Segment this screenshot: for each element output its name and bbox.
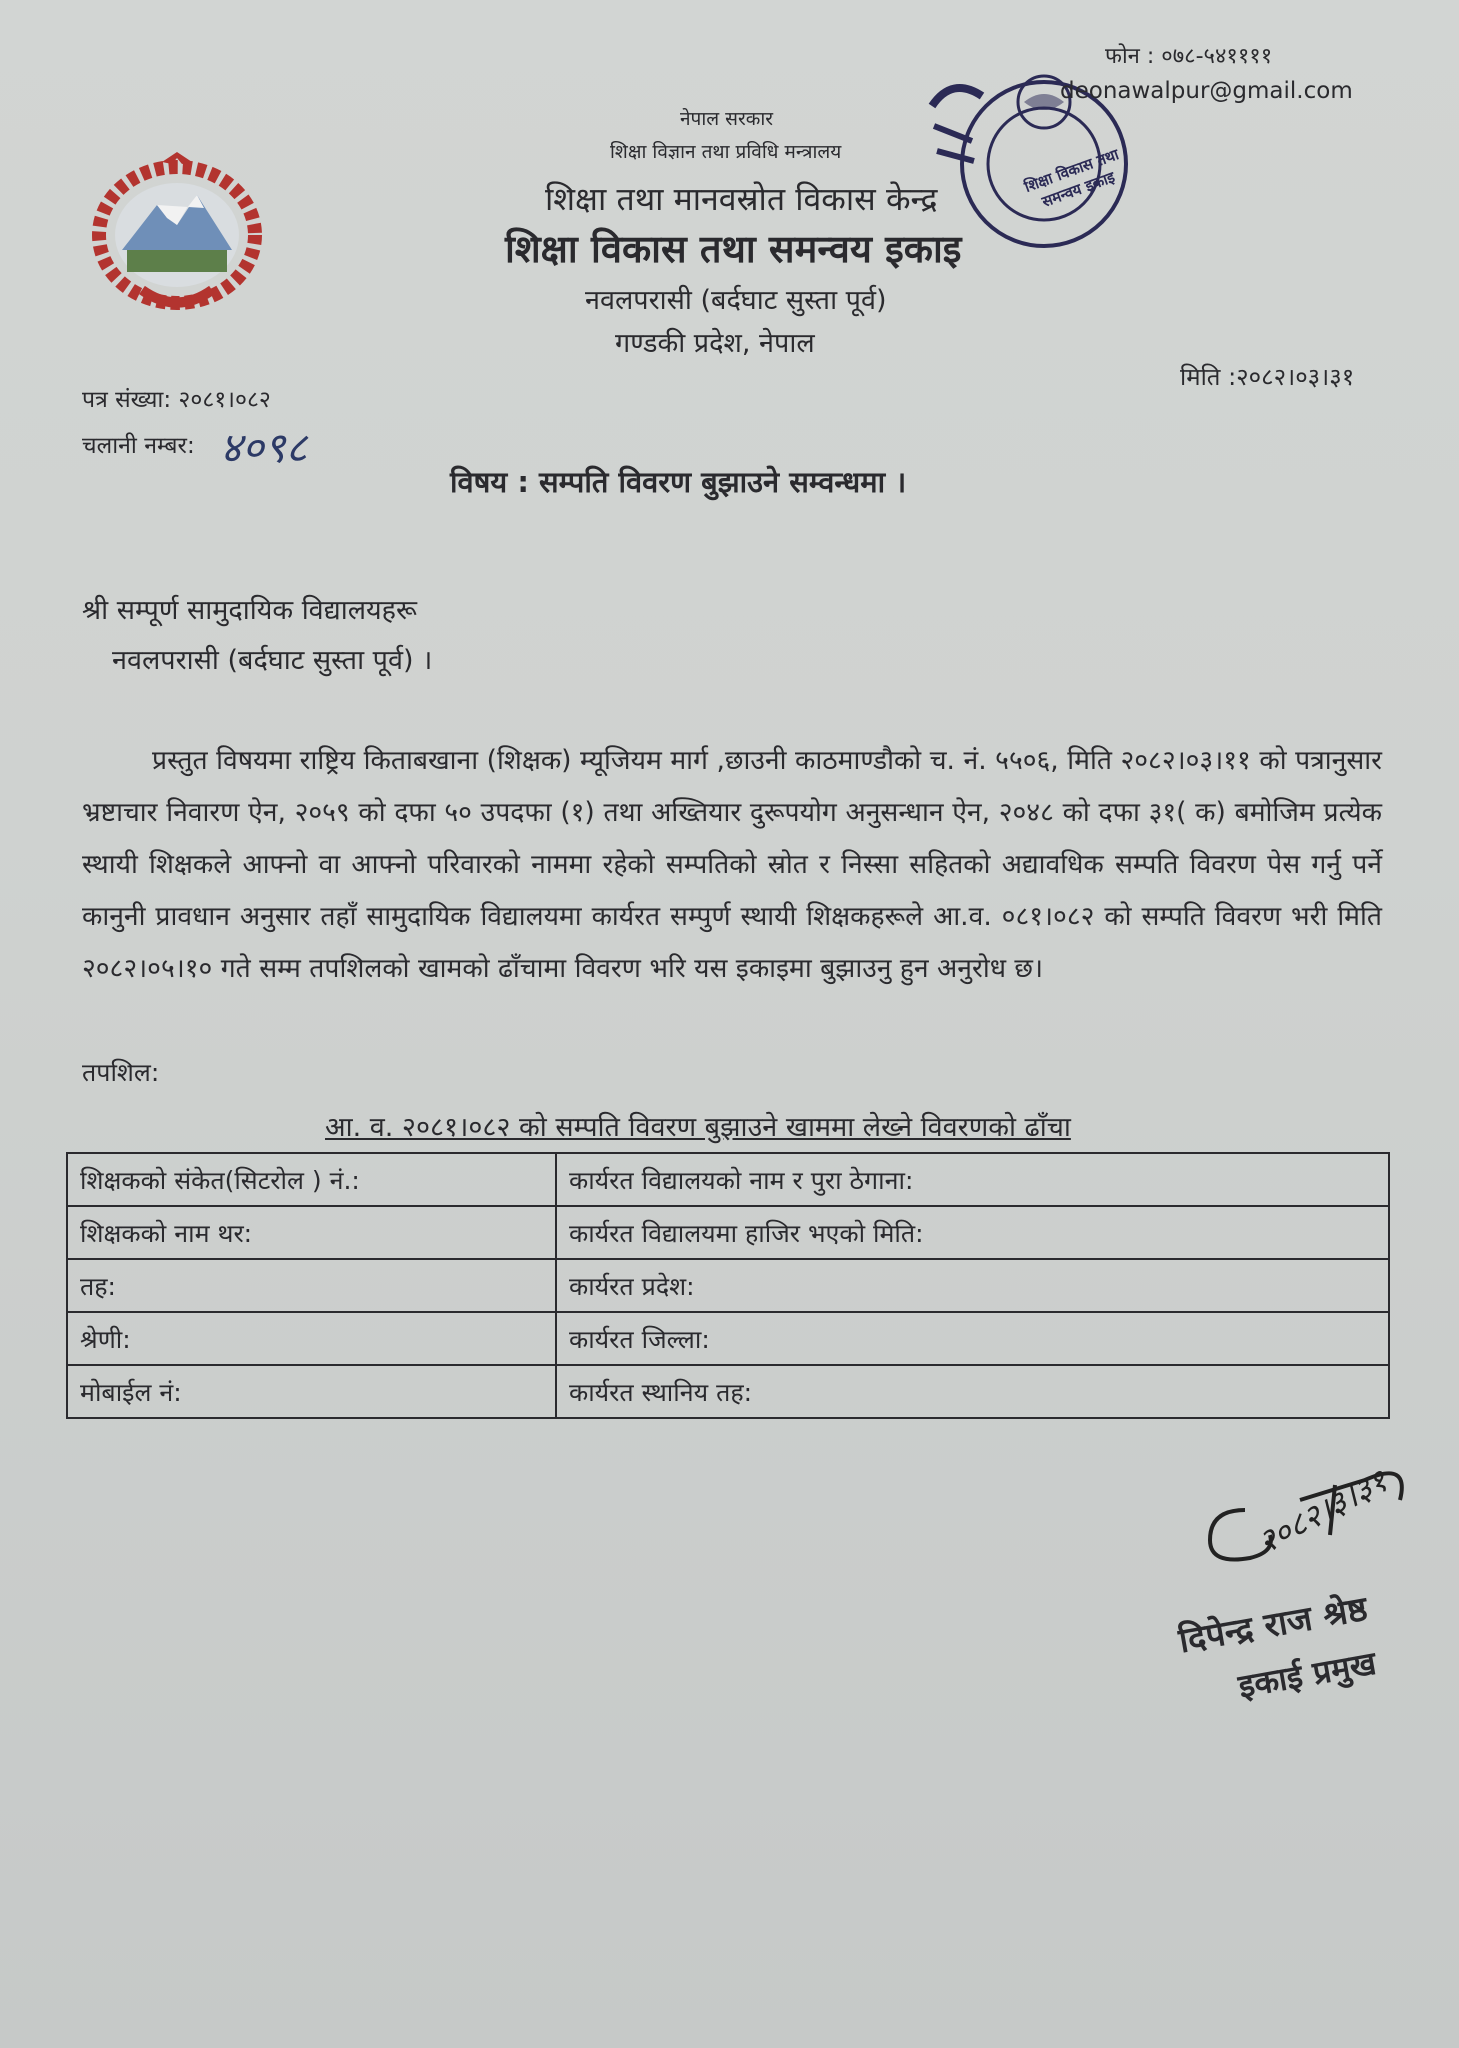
signatory-name: दिपेन्द्र राज श्रेष्ठ	[1175, 1588, 1371, 1662]
table-cell: श्रेणी:	[67, 1312, 556, 1365]
body-paragraph: प्रस्तुत विषयमा राष्ट्रिय किताबखाना (शिक्षक) म्यूजियम मार्ग ,छाउनी काठमाण्डौको च. नं. ५५०६, मिति २०८२।०३।११ को पत्रानुसार भ्रष्टाचार निवारण ऐन, २०५९ को दफा ५० उपदफा (१) तथा अख्तियार दुरूपयोग अनुसन्धान ऐन, २०४८ को दफा ३१( क) बमोजिम प्रत्येक स्थायी शिक्षकले आफ्नो वा आफ्नो परिवारको नाममा रहेको सम्पतिको स्रोत र निस्सा सहितको अद्यावधिक सम्पति विवरण पेस गर्नु पर्ने कानुनी प्रावधान अनुसार तहाँ सामुदायिक विद्यालयमा कार्यरत सम्पुर्ण स्थायी शिक्षकहरूले आ.व. ०८१।०८२ को सम्पति विवरण भरी मिति २०८२।०५।१० गते सम्म तपशिलको खामको ढाँचामा विवरण भरि यस इकाइमा बुझाउनु हुन अनुरोध छ।	[82, 745, 1382, 984]
table-cell: कार्यरत स्थानिय तह:	[556, 1365, 1389, 1418]
letter-number: पत्र संख्या: २०८१।०८२	[82, 387, 271, 413]
envelope-format-table	[66, 1152, 1390, 1419]
email-address: deonawalpur@gmail.com	[1060, 78, 1353, 104]
table-cell: शिक्षकको संकेत(सिटरोल ) नं.:	[67, 1153, 556, 1206]
table-cell: तह:	[67, 1259, 556, 1312]
table-cell: कार्यरत जिल्ला:	[556, 1312, 1389, 1365]
signature-date: २०८२।३।३१	[1251, 1461, 1394, 1562]
dispatch-label: चलानी नम्बर:	[82, 433, 195, 459]
unit-title: शिक्षा विकास तथा समन्वय इकाइ	[505, 227, 962, 271]
table-cell: मोबाईल नं:	[67, 1365, 556, 1418]
table-cell: कार्यरत विद्यालयमा हाजिर भएको मिति:	[556, 1206, 1389, 1259]
table-row	[67, 1206, 1389, 1259]
stamp-text: शिक्षा विकास तथा समन्वय इकाइ	[1022, 145, 1122, 211]
form-table-title: आ. व. २०८१।०८२ को सम्पति विवरण बुझाउने खाममा लेख्ने विवरणको ढाँचा	[325, 1112, 1071, 1143]
district-line: नवलपरासी (बर्दघाट सुस्ता पूर्व)	[585, 285, 887, 316]
letter-date: मिति :२०८२।०३।३१	[1180, 363, 1355, 391]
signatory-title: इकाई प्रमुख	[1235, 1643, 1379, 1706]
recipient-line-1: श्री सम्पूर्ण सामुदायिक विद्यालयहरू	[82, 595, 417, 626]
table-cell: शिक्षकको नाम थर:	[67, 1206, 556, 1259]
table-row	[67, 1153, 1389, 1206]
subject-line: विषय : सम्पति विवरण बुझाउने सम्वन्धमा ।	[450, 465, 907, 499]
nepal-emblem-icon	[82, 150, 272, 320]
table-row	[67, 1259, 1389, 1312]
recipient-line-2: नवलपरासी (बर्दघाट सुस्ता पूर्व) ।	[112, 645, 433, 676]
ministry-line: शिक्षा विज्ञान तथा प्रविधि मन्त्रालय	[610, 141, 842, 163]
phone-number: फोन : ०७८-५४११११	[1105, 44, 1273, 69]
tapashil-label: तपशिल:	[82, 1058, 160, 1087]
table-cell: कार्यरत प्रदेश:	[556, 1259, 1389, 1312]
province-line: गण्डकी प्रदेश, नेपाल	[615, 328, 815, 359]
government-line: नेपाल सरकार	[680, 108, 774, 130]
center-line: शिक्षा तथा मानवस्रोत विकास केन्द्र	[545, 180, 938, 218]
table-cell: कार्यरत विद्यालयको नाम र पुरा ठेगाना:	[556, 1153, 1389, 1206]
table-row	[67, 1365, 1389, 1418]
dispatch-number-handwritten: ४०९८	[220, 423, 308, 472]
table-row	[67, 1312, 1389, 1365]
